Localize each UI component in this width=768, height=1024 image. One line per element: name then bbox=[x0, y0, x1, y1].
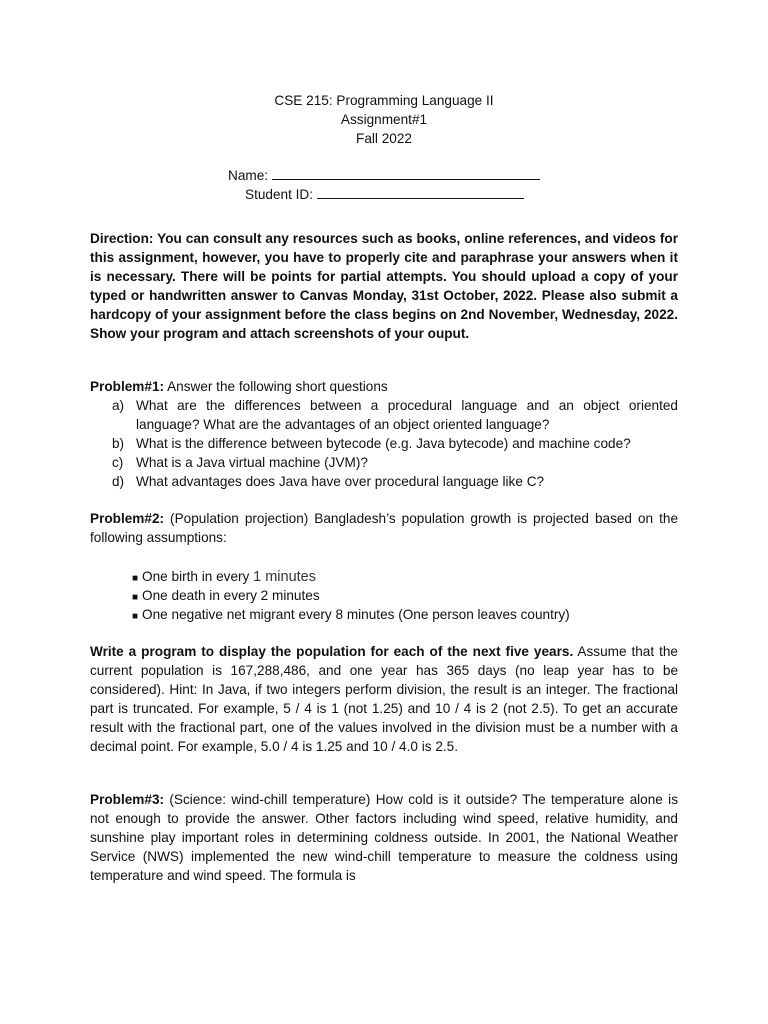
square-bullet-icon: ■ bbox=[132, 573, 139, 584]
problem-1-questions bbox=[90, 396, 678, 491]
problem-2-label: Problem#2: bbox=[90, 511, 165, 526]
list-item bbox=[132, 567, 678, 586]
document-page bbox=[90, 91, 678, 885]
document-header bbox=[90, 91, 678, 148]
problem-1-heading bbox=[90, 377, 678, 396]
list-item bbox=[90, 434, 678, 453]
problem-3 bbox=[90, 790, 678, 885]
question-text: What are the differences between a procedural language and an object oriented language? What are the advantages of an object oriented language? bbox=[136, 398, 678, 432]
problem-2-task-text: Assume that the current population is 167,288,486, and one year has 365 days (no leap year has to be considered). Hint: In Java, if two integers perform division, the result is an integer. The fractional part is truncated. For example, 5 / 4 is 1 (not 1.25) and 10 / 4 is 2 (not 2.5). To get an accurate result with the fractional part, one of the values involved in the division must be a number with a decimal point. For example, 5.0 / 4 is 1.25 and 10 / 4.0 is 2.5. bbox=[90, 644, 678, 754]
list-item bbox=[132, 605, 678, 624]
student-id-label: Student ID: bbox=[245, 187, 314, 202]
direction-paragraph: Direction: You can consult any resources such as books, online references, and videos for this assignment, however, you have to properly cite and paraphrase your answers when it is necessary. There will be points for partial attempts. You should upload a copy of your typed or handwritten answer to Canvas Monday, 31st October, 2022. Please also submit a hardcopy of your assignment before the class begins on 2nd November, Wednesday, 2022. Show your program and attach screenshots of your ouput. bbox=[90, 231, 678, 341]
student-info-fields bbox=[90, 166, 678, 204]
question-text: What advantages does Java have over procedural language like C? bbox=[136, 474, 545, 489]
term-title: Fall 2022 bbox=[356, 131, 412, 146]
problem-1-intro: Answer the following short questions bbox=[164, 379, 388, 394]
problem-2-heading bbox=[90, 509, 678, 547]
problem-2-task bbox=[90, 642, 678, 756]
problem-1-label: Problem#1: bbox=[90, 379, 165, 394]
problem-3-label: Problem#3: bbox=[90, 792, 165, 807]
list-item bbox=[90, 453, 678, 472]
problem-2-intro: (Population projection) Bangladesh’s population growth is projected based on the following assumptions: bbox=[90, 511, 678, 545]
list-item bbox=[132, 586, 678, 605]
assignment-title: Assignment#1 bbox=[340, 112, 428, 127]
problem-2-task-bold: Write a program to display the population for each of the next five years. bbox=[90, 644, 574, 659]
death-text: One death in every 2 minutes bbox=[142, 588, 320, 603]
birth-text: One birth in every bbox=[142, 569, 254, 584]
name-field bbox=[228, 166, 540, 185]
course-title: CSE 215: Programming Language II bbox=[274, 93, 494, 108]
problem-1 bbox=[90, 377, 678, 491]
assumption-list bbox=[90, 567, 678, 624]
student-id-blank-line bbox=[317, 186, 524, 199]
student-id-field bbox=[245, 185, 524, 204]
list-item bbox=[90, 396, 678, 434]
list-marker: d) bbox=[112, 474, 125, 489]
list-marker: c) bbox=[112, 455, 124, 470]
migrant-text: One negative net migrant every 8 minutes (One person leaves country) bbox=[142, 607, 570, 622]
problem-3-text: (Science: wind-chill temperature) How cold is it outside? The temperature alone is not enough to provide the answer. Other factors including wind speed, relative humidity, and sunshine play important roles in determining coldness outside. In 2001, the National Weather Service (NWS) implemented the new wind-chill temperature to measure the coldness using temperature and wind speed. The formula is bbox=[90, 792, 678, 883]
question-text: What is a Java virtual machine (JVM)? bbox=[136, 455, 368, 470]
name-blank-line bbox=[272, 167, 540, 180]
question-text: What is the difference between bytecode (e.g. Java bytecode) and machine code? bbox=[136, 436, 631, 451]
list-item bbox=[90, 472, 678, 491]
list-marker: a) bbox=[112, 398, 125, 413]
problem-2 bbox=[90, 509, 678, 756]
birth-value: 1 minutes bbox=[253, 569, 316, 585]
name-label: Name: bbox=[228, 168, 269, 183]
list-marker: b) bbox=[112, 436, 125, 451]
square-bullet-icon: ■ bbox=[132, 592, 139, 603]
square-bullet-icon: ■ bbox=[132, 611, 139, 622]
